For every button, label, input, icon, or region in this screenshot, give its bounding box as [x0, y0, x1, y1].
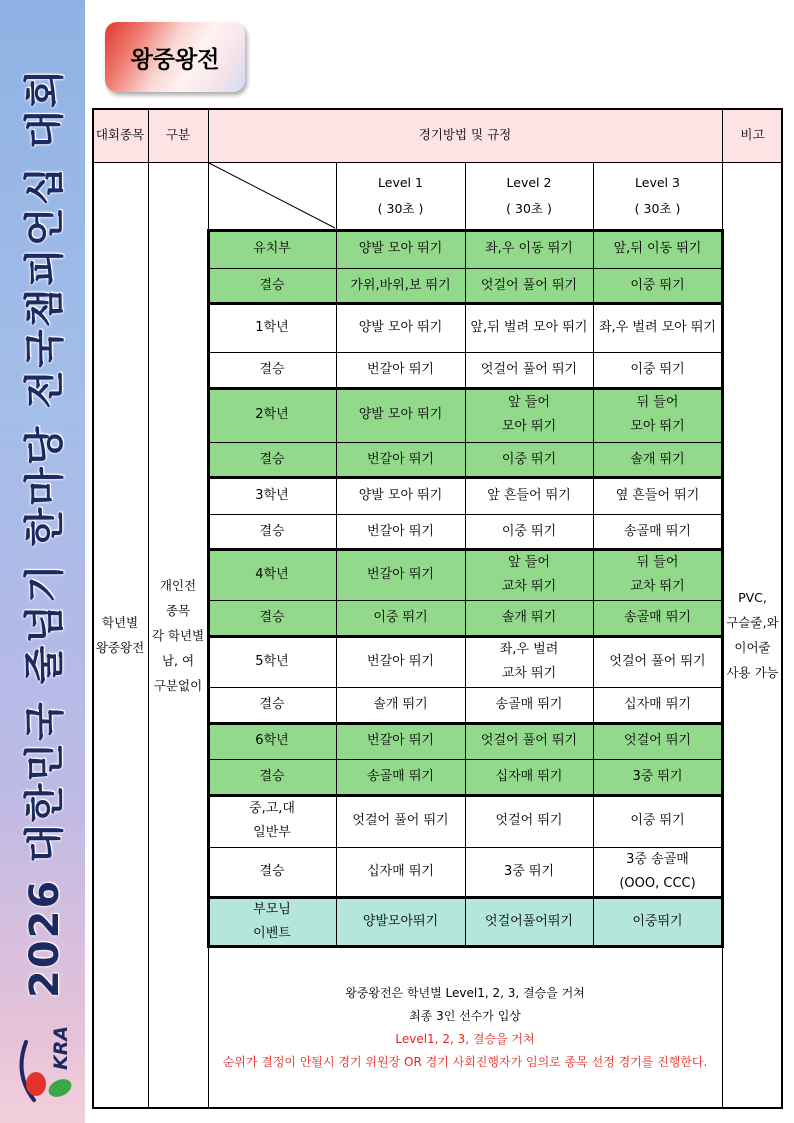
- level-2-cell: 송골매 뛰기: [495, 697, 563, 712]
- row-label: 결승: [259, 451, 285, 467]
- level-2-cell: 십자매 뛰기: [495, 769, 563, 784]
- level-3-cell: 송골매 뛰기: [624, 523, 691, 539]
- level-1-cell: 번갈아 뛰기: [367, 566, 434, 582]
- row-label: 유치부: [253, 241, 291, 256]
- level-2-cell: 좌,우 이동 뛰기: [485, 241, 573, 256]
- level-3-cell: 엇걸어 풀어 뛰기: [609, 653, 706, 669]
- level-1-cell: 솔개 뛰기: [373, 697, 428, 712]
- row-label: 결승: [259, 610, 285, 625]
- level-3-cell: 이중뛰기: [632, 913, 683, 929]
- row-label: 중,고,대 일반부: [249, 801, 295, 840]
- level-time: ( 30초 ): [377, 200, 424, 216]
- row-label: 결승: [259, 362, 285, 377]
- level-1-cell: 번갈아 뛰기: [367, 523, 434, 539]
- level-time: ( 30초 ): [634, 200, 681, 216]
- level-3-cell: 십자매 뛰기: [624, 697, 691, 712]
- level-3-cell: 뒤 들어 모아 뛰기: [630, 395, 685, 434]
- level-3-cell: 뒤 들어 교차 뛰기: [630, 554, 685, 594]
- level-time: ( 30초 ): [506, 200, 552, 216]
- note-line: 왕중왕전은 학년별 Level1, 2, 3, 결승을 거쳐: [345, 985, 585, 1000]
- row-label: 6학년: [255, 733, 289, 748]
- row-label: 결승: [259, 864, 285, 879]
- level-3-cell: 앞,뒤 이동 뛰기: [613, 241, 702, 256]
- level-1-cell: 번갈아 뛰기: [367, 733, 434, 748]
- note-line: 순위가 결정이 안될시 경기 위원장 OR 경기 사회진행자가 임의로 종목 선정 경기를 진행한다.: [222, 1054, 708, 1069]
- level-1-cell: 가위,바위,보 뛰기: [350, 277, 451, 293]
- row-label: 4학년: [255, 566, 289, 582]
- level-3-cell: 3중 뛰기: [632, 769, 683, 784]
- level-1-cell: 십자매 뛰기: [367, 864, 434, 879]
- level-1-cell: 양발 모아 뛰기: [358, 487, 443, 503]
- side-banner: [0, 0, 85, 1123]
- logo-green-shape: [46, 1076, 75, 1101]
- logo-red-shape: [26, 1072, 46, 1096]
- level-1-cell: 번갈아 뛰기: [367, 362, 434, 377]
- level-1-cell: 송골매 뛰기: [367, 769, 434, 784]
- header-event: 대회종목: [92, 108, 148, 162]
- level-1-cell: 양발모아뛰기: [362, 913, 439, 929]
- column-divider: [722, 108, 724, 1108]
- header-remarks: 비고: [722, 108, 783, 162]
- level-1-cell: 양발 모아 뛰기: [358, 241, 443, 256]
- level-name: Level 3: [635, 174, 680, 190]
- column-divider: [208, 108, 210, 1108]
- level-3-cell: 옆 흔들어 뛰기: [615, 487, 700, 503]
- level-2-cell: 엇걸어 뛰기: [495, 813, 563, 828]
- note-line: Level1, 2, 3, 결승을 거쳐: [395, 1031, 535, 1046]
- level-2-cell: 엇걸어 풀어 뛰기: [480, 733, 578, 748]
- title-badge: 왕중왕전: [105, 22, 245, 92]
- level-1-cell: 번갈아 뛰기: [367, 653, 434, 669]
- level-2-cell: 이중 뛰기: [501, 451, 557, 467]
- level-1-cell: 엇걸어 풀어 뛰기: [352, 813, 449, 828]
- level-3-cell: 엇걸어 뛰기: [624, 733, 691, 748]
- header-divider: [92, 162, 783, 164]
- level-3-cell: 송골매 뛰기: [624, 610, 691, 625]
- level-name: Level 1: [378, 174, 423, 190]
- banner-title: 2026 대한민국 줄넘기 한마당 전국챔피언십 대회: [22, 67, 68, 998]
- kra-logo: [12, 1012, 82, 1107]
- level-2-cell: 솔개 뛰기: [501, 610, 557, 625]
- note-line: 최종 3인 선수가 입상: [409, 1008, 521, 1023]
- level-2-cell: 앞 들어 교차 뛰기: [501, 554, 557, 594]
- level-2-cell: 좌,우 벌려 교차 뛰기: [499, 641, 559, 681]
- level-2-cell: 앞,뒤 벌려 모아 뛰기: [470, 319, 588, 335]
- level-3-cell: 이중 뛰기: [630, 277, 685, 293]
- level-1-cell: 이중 뛰기: [373, 610, 428, 625]
- remarks-text: PVC, 구슬줄,와 이어줄 사용 가능: [726, 590, 779, 680]
- level-3-cell: 좌,우 벌려 모아 뛰기: [599, 319, 716, 335]
- row-label: 부모님 이벤트: [253, 901, 291, 941]
- header-rules: 경기방법 및 규정: [208, 108, 722, 162]
- level-2-cell: 엇걸어 풀어 뛰기: [480, 362, 578, 377]
- row-label: 결승: [259, 277, 285, 293]
- header-category: 구분: [148, 108, 208, 162]
- row-label: 1학년: [255, 319, 289, 335]
- category-text: 개인전 종목 각 학년별 남, 여 구분없이: [151, 577, 205, 693]
- level-2-cell: 엇걸어 풀어 뛰기: [480, 277, 578, 293]
- row-label: 3학년: [255, 487, 289, 503]
- level-name: Level 2: [506, 174, 552, 190]
- level-1-cell: 번갈아 뛰기: [367, 451, 434, 467]
- level-2-cell: 이중 뛰기: [501, 523, 557, 539]
- row-label: 결승: [259, 697, 285, 712]
- level-1-cell: 양발 모아 뛰기: [358, 319, 443, 335]
- event-name: 학년별 왕중왕전: [95, 615, 145, 655]
- level-2-cell: 앞 들어 모아 뛰기: [501, 395, 557, 434]
- row-label: 2학년: [255, 407, 289, 422]
- level-3-cell: 이중 뛰기: [630, 813, 685, 828]
- level-3-cell: 이중 뛰기: [630, 362, 685, 377]
- level-2-cell: 3중 뛰기: [503, 864, 555, 879]
- level-2-cell: 엇걸어풀어뛰기: [485, 913, 573, 929]
- logo-text: KRA: [50, 1025, 72, 1070]
- row-label: 결승: [259, 523, 285, 539]
- level-3-cell: 솔개 뛰기: [630, 451, 685, 467]
- level-2-cell: 앞 흔들어 뛰기: [487, 487, 571, 503]
- row-label: 결승: [259, 769, 285, 784]
- column-divider: [148, 108, 150, 1108]
- level-3-cell: 3중 송골매 (OOO, CCC): [619, 852, 696, 891]
- level-1-cell: 양발 모아 뛰기: [358, 407, 443, 422]
- row-label: 5학년: [255, 653, 289, 669]
- table-frame: [92, 108, 783, 1109]
